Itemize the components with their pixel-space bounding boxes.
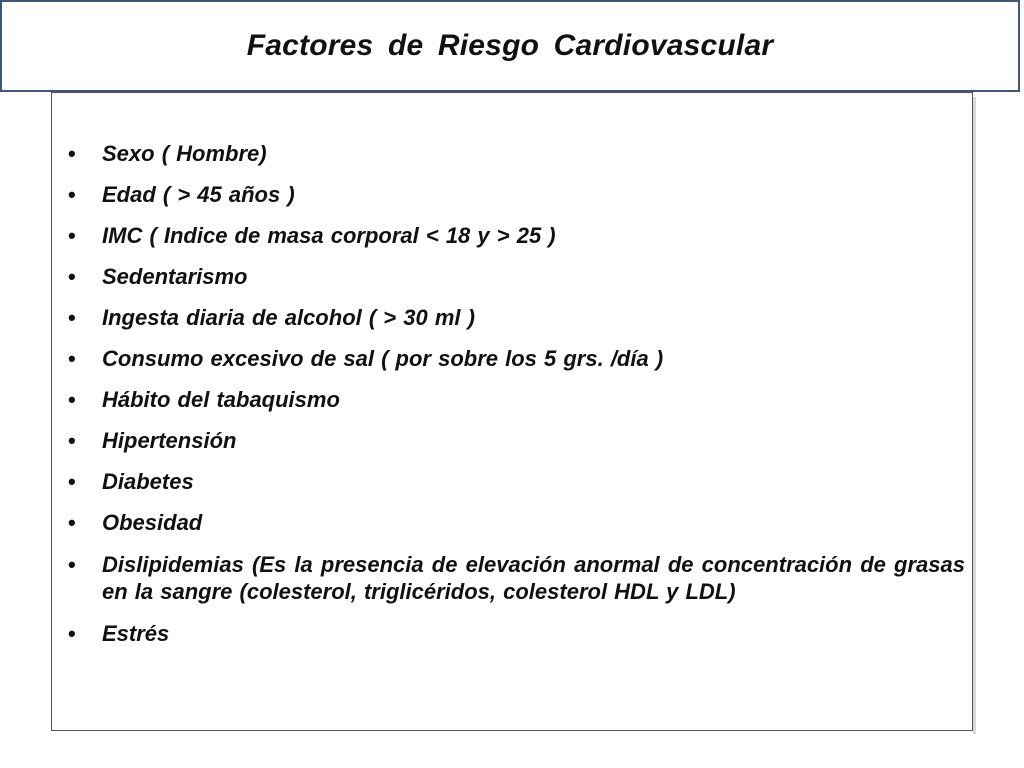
title-box xyxy=(0,0,1020,92)
list-item xyxy=(68,428,965,453)
list-item xyxy=(68,223,965,248)
list-item xyxy=(68,551,965,605)
bullet-icon: • xyxy=(68,141,76,166)
list-item xyxy=(68,387,965,412)
bullet-icon: • xyxy=(68,182,76,207)
list-item-text: Hipertensión xyxy=(102,428,237,453)
list-item xyxy=(68,264,965,289)
risk-factor-list xyxy=(68,141,965,662)
content-box xyxy=(51,92,973,731)
list-item-text: Edad ( > 45 años ) xyxy=(102,182,295,207)
bullet-icon: • xyxy=(68,387,76,412)
list-item xyxy=(68,510,965,535)
list-item xyxy=(68,346,965,371)
bullet-icon: • xyxy=(68,346,76,371)
list-item xyxy=(68,469,965,494)
list-item-text: Hábito del tabaquismo xyxy=(102,387,340,412)
bullet-icon: • xyxy=(68,469,76,494)
list-item xyxy=(68,621,965,646)
bullet-icon: • xyxy=(68,621,76,646)
list-item xyxy=(68,305,965,330)
bullet-icon: • xyxy=(68,428,76,453)
list-item xyxy=(68,141,965,166)
list-item-text: Obesidad xyxy=(102,510,203,535)
list-item xyxy=(68,182,965,207)
bullet-icon: • xyxy=(68,552,76,577)
list-item-text: Sedentarismo xyxy=(102,264,248,289)
list-item-text: Diabetes xyxy=(102,469,194,494)
list-item-text: Consumo excesivo de sal ( por sobre los 5 grs. /día ) xyxy=(102,346,664,371)
bullet-icon: • xyxy=(68,305,76,330)
slide-title: Factores de Riesgo Cardiovascular xyxy=(246,29,774,62)
list-item-text: Dislipidemias (Es la presencia de elevación anormal de concentración de grasas en la sangre (colesterol, triglicéridos, colesterol HDL y LDL) xyxy=(102,552,965,604)
bullet-icon: • xyxy=(68,223,76,248)
list-item-text: Ingesta diaria de alcohol ( > 30 ml ) xyxy=(102,305,475,330)
list-item-text: Estrés xyxy=(102,621,170,646)
list-item-text: IMC ( Indice de masa corporal < 18 y > 25 ) xyxy=(102,223,556,248)
bullet-icon: • xyxy=(68,510,76,535)
list-item-text: Sexo ( Hombre) xyxy=(102,141,267,166)
bullet-icon: • xyxy=(68,264,76,289)
